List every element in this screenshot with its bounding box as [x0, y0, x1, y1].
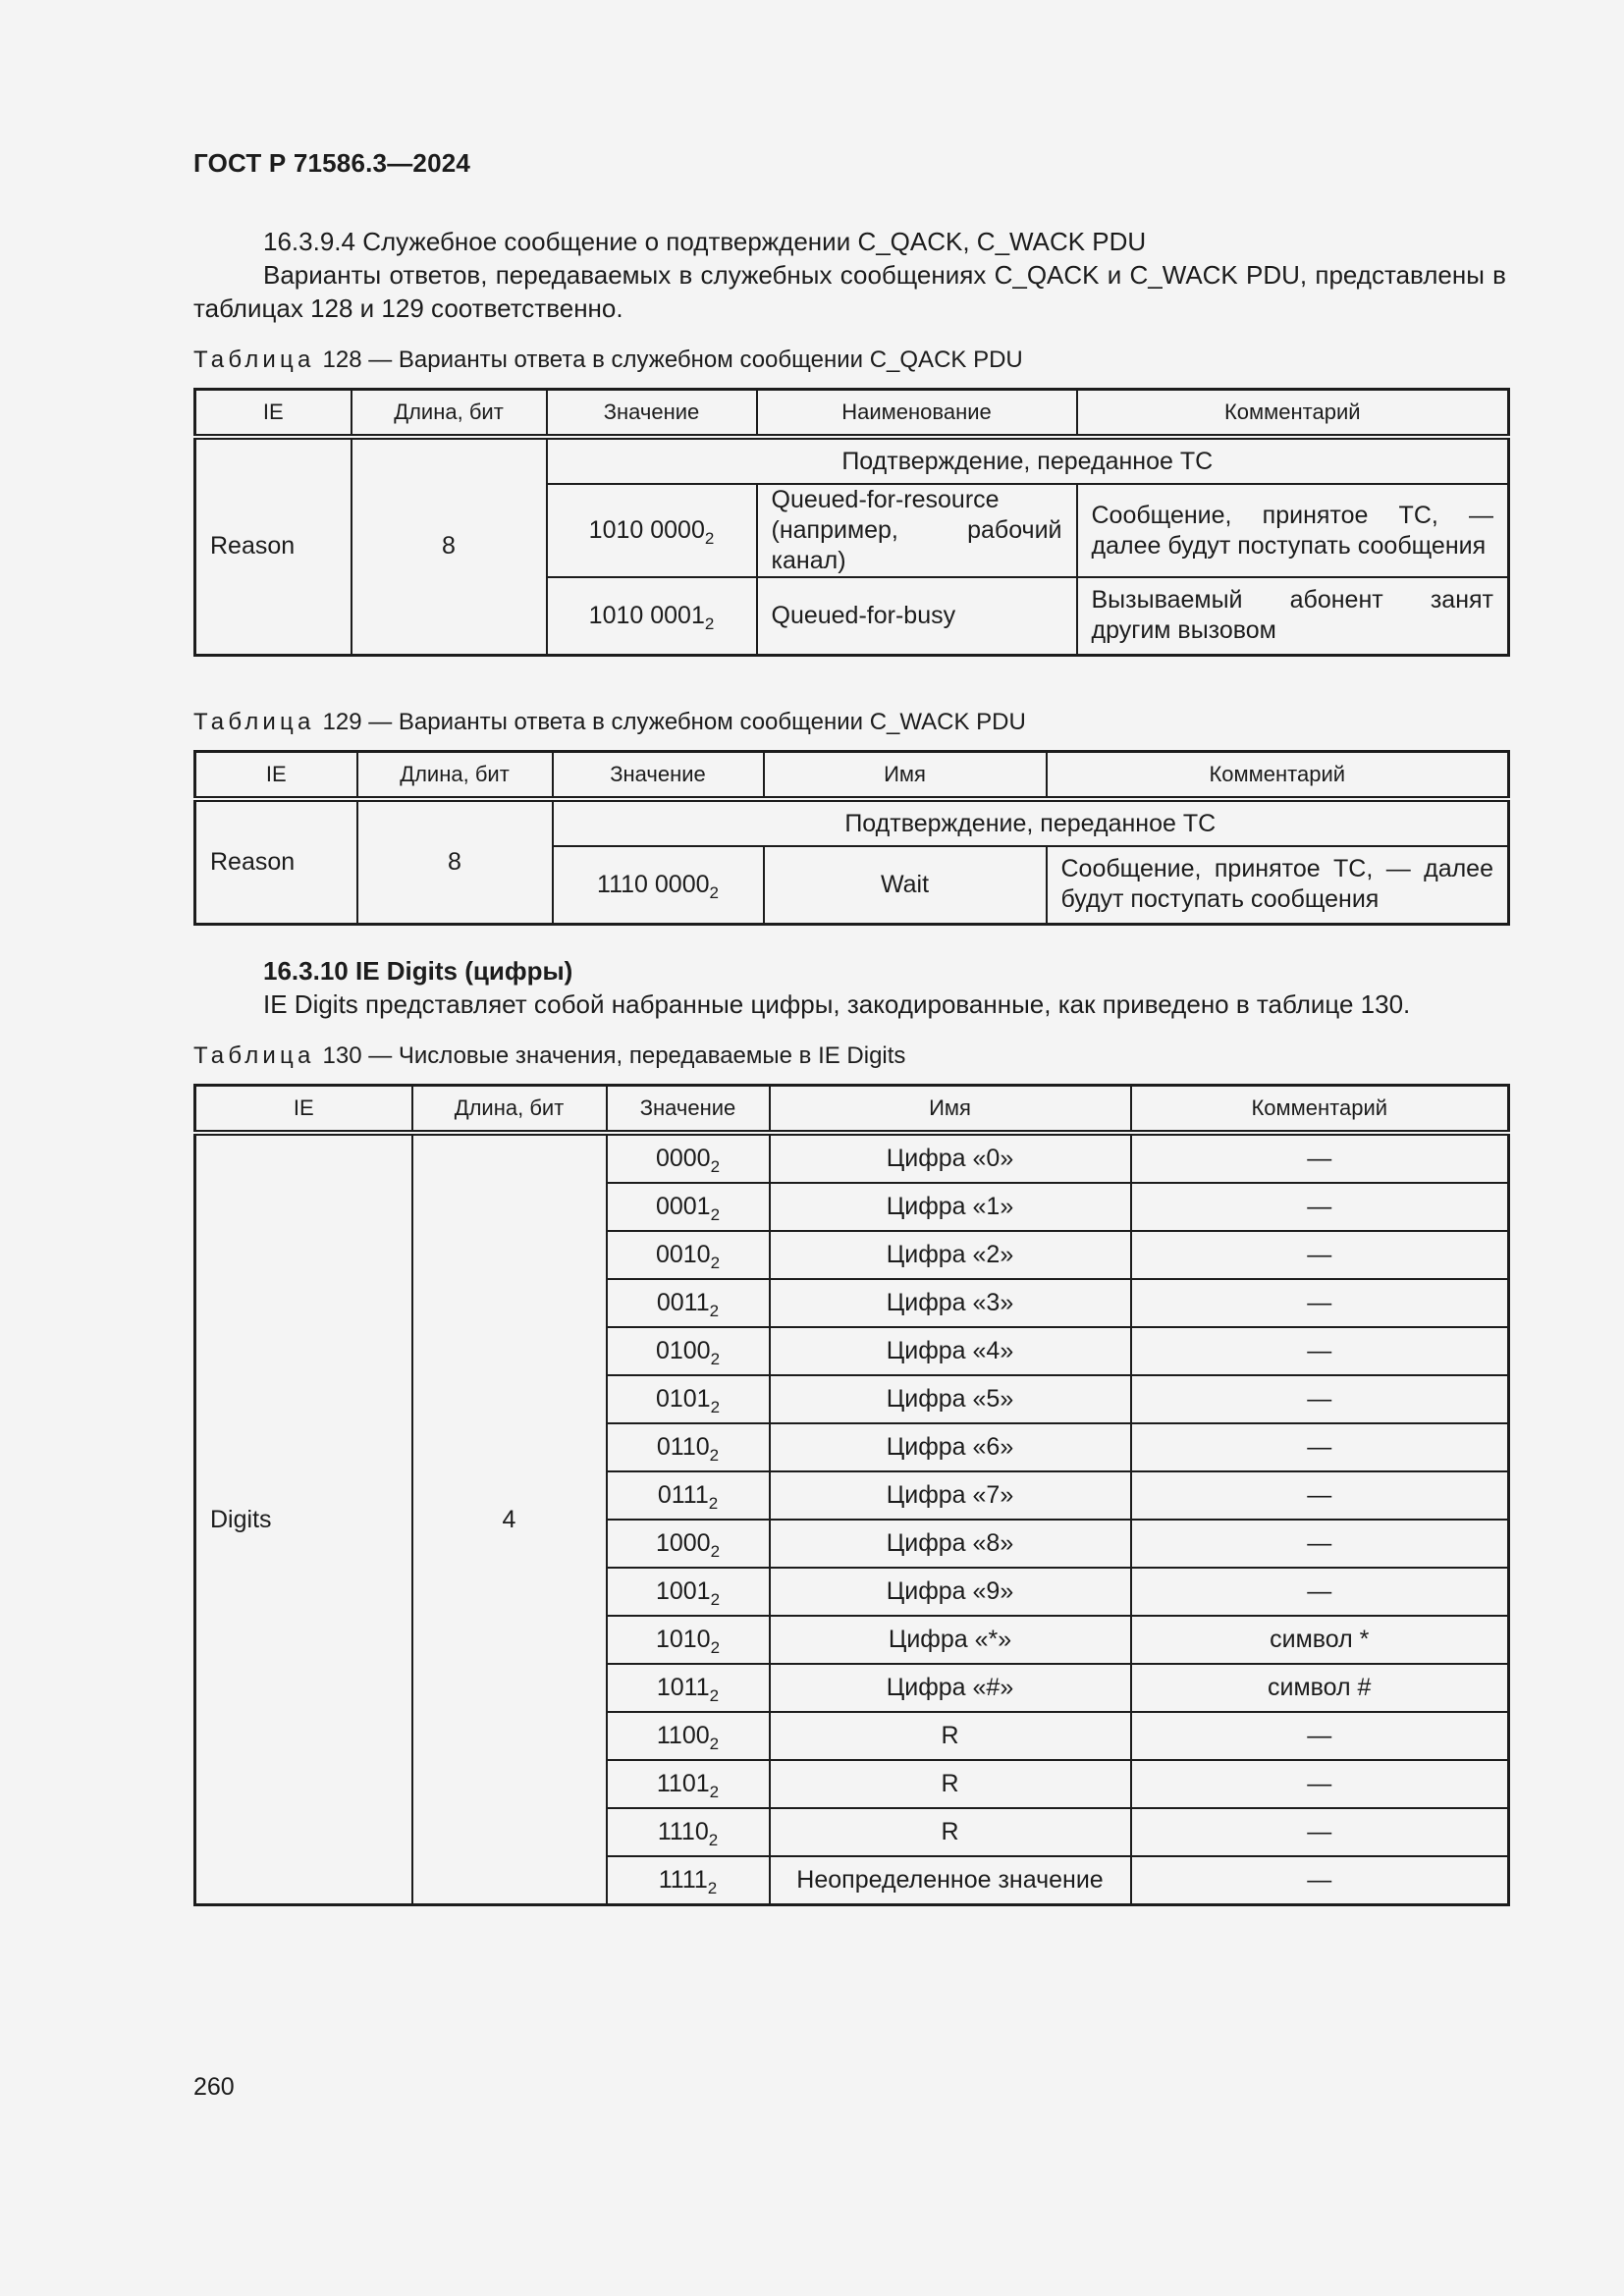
value-cell: $1100_2$: [607, 1712, 770, 1760]
header-cell: IE: [195, 390, 352, 438]
table-129-caption: [193, 708, 1026, 737]
ie-cell: Digits: [195, 1133, 412, 1905]
header-cell: Длина, бит: [357, 752, 553, 800]
name-cell: Цифра «*»: [770, 1616, 1131, 1664]
header-cell: Значение: [607, 1086, 770, 1134]
name-cell: Queued-for-resource (например, рабочий канал): [757, 484, 1077, 577]
ie-cell: Reason: [195, 799, 357, 924]
table-129-header-row: [195, 752, 1509, 800]
caption-text: 130 — Числовые значения, передаваемые в IE Digits: [322, 1042, 906, 1069]
section-heading-16-3-9-4: 16.3.9.4 Служебное сообщение о подтверждении C_QACK, C_WACK PDU: [263, 227, 1147, 256]
value-cell: $1010_2$: [607, 1616, 770, 1664]
caption-text: 129 — Варианты ответа в служебном сообщении C_WACK PDU: [322, 709, 1026, 735]
value-cell: 1110 $0000_2$: [553, 846, 764, 924]
comment-cell: символ #: [1131, 1664, 1509, 1712]
value-cell: $0011_2$: [607, 1279, 770, 1327]
value-cell: 1010 $0001_2$: [547, 577, 757, 655]
comment-cell: —: [1131, 1760, 1509, 1808]
value-cell: $0001_2$: [607, 1183, 770, 1231]
comment-cell: Вызываемый абонент занят другим вызовом: [1077, 577, 1509, 655]
header-cell: Значение: [553, 752, 764, 800]
value-cell: $1011_2$: [607, 1664, 770, 1712]
comment-cell: —: [1131, 1183, 1509, 1231]
comment-cell: —: [1131, 1423, 1509, 1471]
value-cell: 1010 $0000_2$: [547, 484, 757, 577]
name-cell: Цифра «5»: [770, 1375, 1131, 1423]
table-130-caption: [193, 1041, 905, 1071]
table-row: [195, 437, 1509, 484]
page-number: 260: [193, 2073, 235, 2101]
name-cell: Цифра «6»: [770, 1423, 1131, 1471]
comment-cell: —: [1131, 1327, 1509, 1375]
value-cell: $1001_2$: [607, 1568, 770, 1616]
table-row: [195, 799, 1509, 846]
comment-cell: —: [1131, 1279, 1509, 1327]
value-cell: $0111_2$: [607, 1471, 770, 1520]
comment-cell: —: [1131, 1856, 1509, 1905]
header-cell: Длина, бит: [412, 1086, 607, 1134]
name-cell: R: [770, 1712, 1131, 1760]
comment-cell: Сообщение, принятое ТС, — далее будут поступать сообщения: [1077, 484, 1509, 577]
table-130: [193, 1084, 1510, 1906]
table-128-header-row: [195, 390, 1509, 438]
name-cell: R: [770, 1760, 1131, 1808]
table-128: [193, 388, 1510, 657]
caption-text: 128 — Варианты ответа в служебном сообщении C_QACK PDU: [322, 347, 1023, 373]
name-cell: Цифра «3»: [770, 1279, 1131, 1327]
name-cell: Цифра «1»: [770, 1183, 1131, 1231]
name-cell: Цифра «8»: [770, 1520, 1131, 1568]
comment-cell: —: [1131, 1471, 1509, 1520]
value-cell: $0110_2$: [607, 1423, 770, 1471]
value-cell: $1111_2$: [607, 1856, 770, 1905]
name-cell: Неопределенное значение: [770, 1856, 1131, 1905]
name-cell: R: [770, 1808, 1131, 1856]
header-cell: Имя: [770, 1086, 1131, 1134]
table-row: [195, 1133, 1509, 1183]
header-cell: Комментарий: [1131, 1086, 1509, 1134]
comment-cell: Сообщение, принятое ТС, — далее будут поступать сообщения: [1047, 846, 1509, 924]
group-label-cell: Подтверждение, переданное ТС: [547, 437, 1509, 484]
name-cell: Цифра «9»: [770, 1568, 1131, 1616]
value-cell: $1110_2$: [607, 1808, 770, 1856]
header-cell: IE: [195, 752, 357, 800]
comment-cell: —: [1131, 1133, 1509, 1183]
value-cell: $1000_2$: [607, 1520, 770, 1568]
value-cell: $0000_2$: [607, 1133, 770, 1183]
caption-word: Таблица: [193, 1042, 315, 1069]
table-129: [193, 750, 1510, 926]
value-cell: $1101_2$: [607, 1760, 770, 1808]
section-paragraph-16-3-9-4: Варианты ответов, передаваемых в служебных сообщениях C_QACK и C_WACK PDU, представлены в таблицах 128 и 129 соответственно.: [193, 260, 1506, 323]
name-cell: Wait: [764, 846, 1047, 924]
length-cell: 8: [352, 437, 547, 655]
name-cell: Цифра «0»: [770, 1133, 1131, 1183]
header-cell: Длина, бит: [352, 390, 547, 438]
comment-cell: —: [1131, 1808, 1509, 1856]
value-cell: $0101_2$: [607, 1375, 770, 1423]
header-cell: Наименование: [757, 390, 1077, 438]
table-128-caption: [193, 346, 1023, 375]
section-heading-16-3-10: 16.3.10 IE Digits (цифры): [263, 956, 573, 986]
header-cell: Значение: [547, 390, 757, 438]
group-label-cell: Подтверждение, переданное ТС: [553, 799, 1509, 846]
name-cell: Цифра «#»: [770, 1664, 1131, 1712]
header-cell: Комментарий: [1047, 752, 1509, 800]
comment-cell: —: [1131, 1375, 1509, 1423]
name-cell: Queued-for-busy: [757, 577, 1077, 655]
table-130-header-row: [195, 1086, 1509, 1134]
document-header: ГОСТ Р 71586.3—2024: [193, 148, 471, 178]
name-cell: Цифра «4»: [770, 1327, 1131, 1375]
comment-cell: символ *: [1131, 1616, 1509, 1664]
name-cell: Цифра «7»: [770, 1471, 1131, 1520]
value-cell: $0010_2$: [607, 1231, 770, 1279]
length-cell: 8: [357, 799, 553, 924]
section-paragraph-16-3-10: IE Digits представляет собой набранные цифры, закодированные, как приведено в таблице 130.: [263, 989, 1411, 1019]
header-cell: Комментарий: [1077, 390, 1509, 438]
length-cell: 4: [412, 1133, 607, 1905]
caption-word: Таблица: [193, 709, 315, 735]
value-cell: $0100_2$: [607, 1327, 770, 1375]
name-cell: Цифра «2»: [770, 1231, 1131, 1279]
header-cell: IE: [195, 1086, 412, 1134]
header-cell: Имя: [764, 752, 1047, 800]
ie-cell: Reason: [195, 437, 352, 655]
caption-word: Таблица: [193, 347, 315, 373]
comment-cell: —: [1131, 1520, 1509, 1568]
comment-cell: —: [1131, 1712, 1509, 1760]
comment-cell: —: [1131, 1231, 1509, 1279]
comment-cell: —: [1131, 1568, 1509, 1616]
